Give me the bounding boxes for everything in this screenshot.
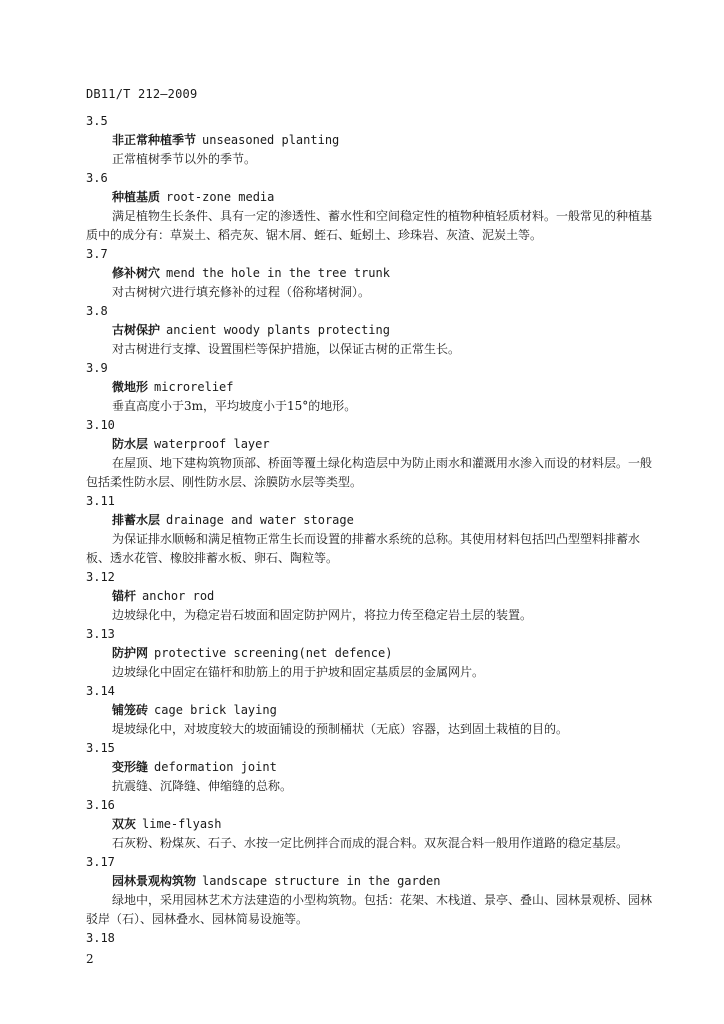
term-entry-3-10 (86, 416, 662, 492)
term-definition: 对古树进行支撑、设置围栏等保护措施，以保证古树的正常生长。 (112, 342, 461, 356)
term-chinese: 防水层 (112, 437, 149, 451)
term-english: drainage and water storage (166, 513, 354, 527)
term-title (86, 758, 662, 777)
term-chinese: 园林景观构筑物 (112, 874, 197, 888)
term-number: 3.12 (86, 570, 115, 584)
term-chinese: 防护网 (112, 646, 149, 660)
term-number: 3.7 (86, 247, 108, 261)
term-title (86, 321, 662, 340)
term-title (86, 378, 662, 397)
term-english: cage brick laying (154, 703, 277, 717)
term-entry-3-18 (86, 929, 662, 948)
term-title (86, 815, 662, 834)
term-chinese: 古树保护 (112, 323, 161, 337)
term-definition: 在屋顶、地下建构筑物顶部、桥面等覆土绿化构造层中为防止雨水和灌溉用水渗入而设的材料层。一般包括柔性防水层、刚性防水层、涂膜防水层等类型。 (86, 456, 653, 489)
term-entry-3-11 (86, 492, 662, 568)
term-chinese: 变形缝 (112, 760, 149, 774)
term-number: 3.6 (86, 171, 108, 185)
term-entry-3-6 (86, 169, 662, 245)
page-number: 2 (86, 952, 94, 966)
term-entry-3-13 (86, 625, 662, 682)
term-english: waterproof layer (154, 437, 270, 451)
term-english: deformation joint (154, 760, 277, 774)
term-entry-3-7 (86, 245, 662, 302)
term-english: unseasoned planting (202, 133, 340, 147)
term-entry-3-12 (86, 568, 662, 625)
term-chinese: 锚杆 (112, 589, 137, 603)
document-header: DB11/T 212—2009 (86, 87, 198, 101)
term-definition: 对古树树穴进行填充修补的过程（俗称堵树洞）。 (112, 285, 371, 299)
term-definition: 石灰粉、粉煤灰、石子、水按一定比例拌合而成的混合料。双灰混合料一般用作道路的稳定基层。 (112, 836, 629, 850)
term-definition: 垂直高度小于3m，平均坡度小于15°的地形。 (112, 399, 357, 413)
term-english: anchor rod (142, 589, 215, 603)
term-number: 3.5 (86, 114, 108, 128)
term-chinese: 双灰 (112, 817, 137, 831)
term-definition: 边坡绿化中固定在锚杆和肋筋上的用于护坡和固定基质层的金属网片。 (112, 665, 485, 679)
term-entry-3-15 (86, 739, 662, 796)
term-chinese: 种植基质 (112, 190, 161, 204)
term-chinese: 微地形 (112, 380, 149, 394)
term-english: microrelief (154, 380, 234, 394)
term-entry-3-5 (86, 112, 662, 169)
term-entry-3-14 (86, 682, 662, 739)
term-number: 3.11 (86, 494, 115, 508)
term-title (86, 644, 662, 663)
term-title (86, 188, 662, 207)
term-title (86, 872, 662, 891)
term-chinese: 排蓄水层 (112, 513, 161, 527)
term-title (86, 435, 662, 454)
terms-list (86, 112, 662, 948)
term-english: ancient woody plants protecting (166, 323, 390, 337)
term-english: root-zone media (166, 190, 275, 204)
term-number: 3.9 (86, 361, 108, 375)
term-english: landscape structure in the garden (202, 874, 441, 888)
term-title (86, 264, 662, 283)
term-definition: 堤坡绿化中，对坡度较大的坡面铺设的预制桶状（无底）容器，达到固土栽植的目的。 (112, 722, 569, 736)
term-number: 3.16 (86, 798, 115, 812)
term-entry-3-8 (86, 302, 662, 359)
term-number: 3.15 (86, 741, 115, 755)
term-chinese: 修补树穴 (112, 266, 161, 280)
term-title (86, 511, 662, 530)
term-english: lime-flyash (142, 817, 222, 831)
term-title (86, 587, 662, 606)
term-definition: 抗震缝、沉降缝、伸缩缝的总称。 (112, 779, 293, 793)
term-number: 3.10 (86, 418, 115, 432)
term-title (86, 131, 662, 150)
term-number: 3.13 (86, 627, 115, 641)
term-number: 3.17 (86, 855, 115, 869)
term-definition: 满足植物生长条件、具有一定的渗透性、蓄水性和空间稳定性的植物种植轻质材料。一般常见的种植基质中的成分有：草炭土、稻壳灰、锯木屑、蛭石、蚯蚓土、珍珠岩、灰渣、泥炭土等。 (86, 209, 653, 242)
term-definition: 边坡绿化中，为稳定岩石坡面和固定防护网片，将拉力传至稳定岩土层的装置。 (112, 608, 533, 622)
term-definition: 正常植树季节以外的季节。 (112, 152, 257, 166)
term-definition: 为保证排水顺畅和满足植物正常生长而设置的排蓄水系统的总称。其使用材料包括凹凸型塑料排蓄水板、透水花管、橡胶排蓄水板、卵石、陶粒等。 (86, 532, 641, 565)
term-title (86, 701, 662, 720)
term-chinese: 铺笼砖 (112, 703, 149, 717)
term-entry-3-9 (86, 359, 662, 416)
term-chinese: 非正常种植季节 (112, 133, 197, 147)
term-entry-3-17 (86, 853, 662, 929)
term-english: mend the hole in the tree trunk (166, 266, 390, 280)
term-definition: 绿地中，采用园林艺术方法建造的小型构筑物。包括：花架、木栈道、景亭、叠山、园林景观桥、园林驳岸（石）、园林叠水、园林简易设施等。 (86, 893, 653, 926)
term-number: 3.14 (86, 684, 115, 698)
term-english: protective screening(net defence) (154, 646, 393, 660)
term-number: 3.18 (86, 931, 115, 945)
term-entry-3-16 (86, 796, 662, 853)
term-number: 3.8 (86, 304, 108, 318)
